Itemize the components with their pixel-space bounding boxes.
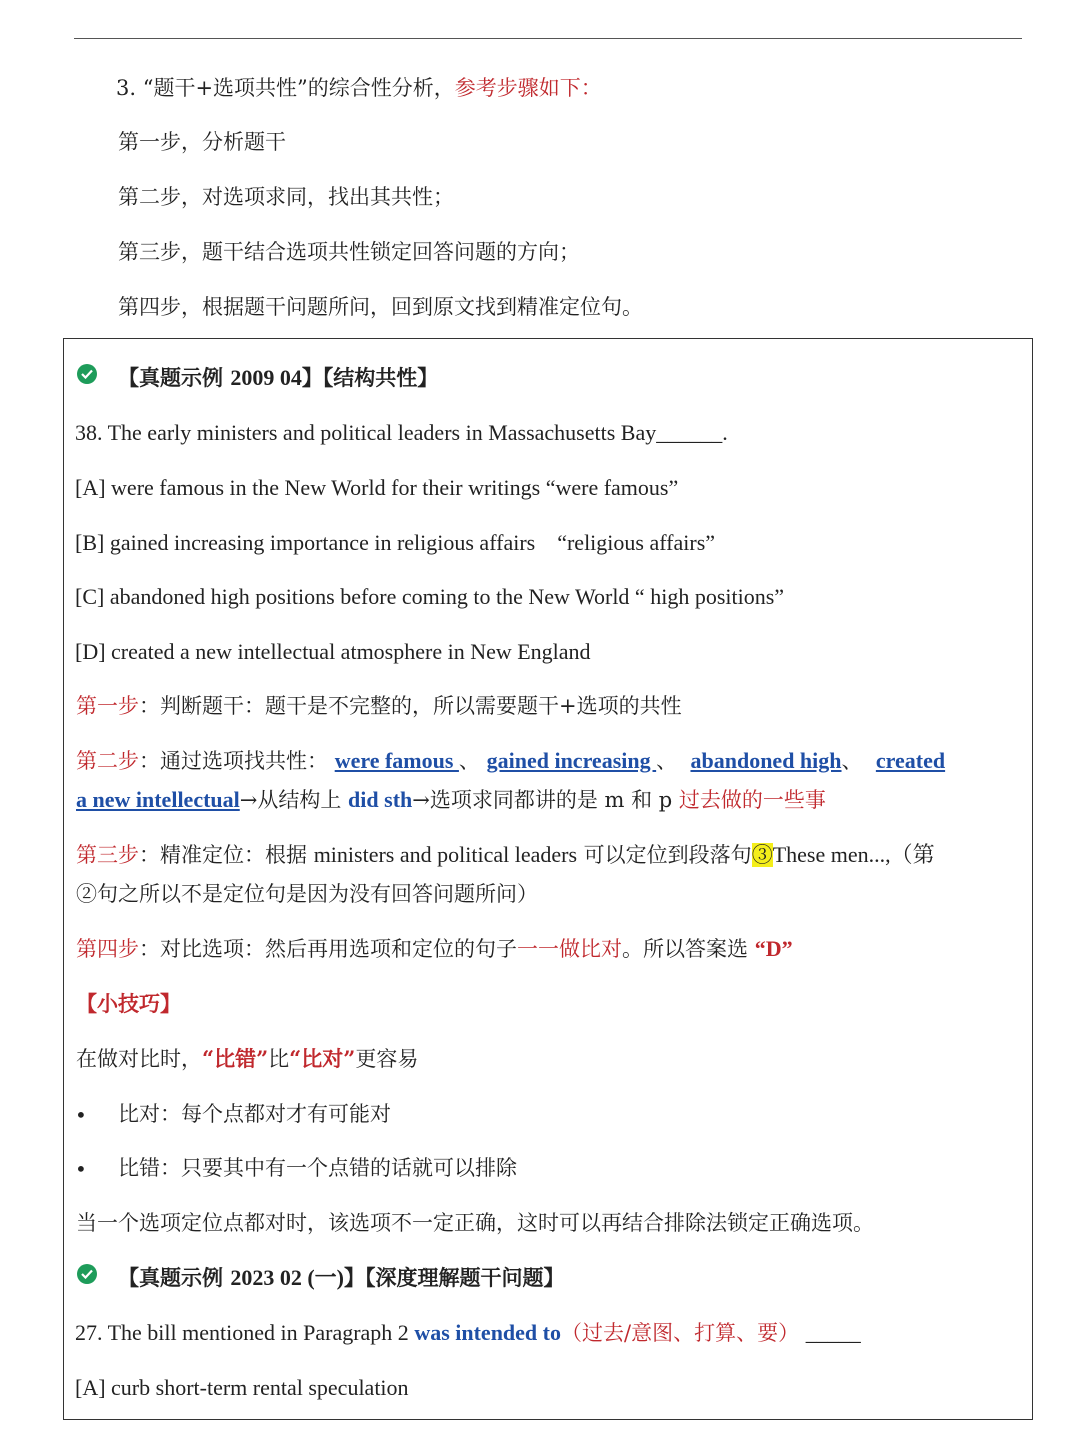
analysis-step-1	[76, 692, 682, 720]
step3-label: 第三步	[76, 843, 139, 867]
bullet-icon: •	[75, 1103, 87, 1127]
step3-keyword: ministers and political leaders	[313, 842, 577, 867]
example2-header-a: 【真题示例	[118, 1265, 231, 1290]
keyword-created: created	[875, 748, 946, 773]
keyword-were-famous: were famous	[334, 748, 459, 773]
keyword-new-intellectual: a new intellectual	[76, 787, 240, 812]
step1-text: ：判断题干：题干是不完整的，所以需要题干+选项的共性	[139, 694, 682, 718]
tip-text-e: 更容易	[355, 1047, 419, 1071]
keyword-abandoned-high: abandoned high	[690, 748, 842, 773]
example2-year: 2023 02 (一)	[230, 1265, 344, 1290]
intro-step-3: 第三步，题干结合选项共性锁定回答问题的方向；	[118, 240, 580, 264]
sep: 、	[458, 749, 480, 773]
q27-note: （过去/意图、打算、要）	[561, 1321, 800, 1345]
tip-title: 【小技巧】	[76, 991, 181, 1016]
sep: 、	[656, 749, 678, 773]
section-title	[116, 74, 602, 102]
q27-text: 27. The bill mentioned in Paragraph 2	[75, 1320, 415, 1345]
example1-header-a: 【真题示例	[118, 365, 231, 390]
intro-step-2: 第二步，对选项求同，找出其共性；	[118, 185, 454, 209]
q27-blank: _____	[805, 1320, 861, 1345]
intro-step-1: 第一步，分析题干	[118, 130, 286, 154]
tip-bullet-2: 比错：只要其中有一个点错的话就可以排除	[118, 1156, 517, 1180]
step2-label: 第二步	[76, 749, 139, 773]
tip-text-a: 在做对比时，	[76, 1047, 202, 1071]
example1-year: 2009 04	[230, 365, 302, 390]
analysis-step-4	[76, 935, 793, 963]
q27-keyword: was intended to	[414, 1320, 561, 1345]
question-38: 38. The early ministers and political leaders in Massachusetts Bay______.	[75, 420, 728, 445]
example1-header-b: 】【结构共性】	[301, 365, 439, 390]
analysis-step-2	[76, 747, 945, 775]
analysis-step-3	[76, 841, 935, 869]
bullet-icon: •	[75, 1157, 87, 1181]
step3-text-a: ：精准定位：根据	[139, 843, 314, 867]
option-d: [D] created a new intellectual atmosphere in New England	[75, 639, 591, 664]
step4-label: 第四步	[76, 937, 139, 961]
section-title-red: 参考步骤如下：	[454, 76, 602, 100]
answer: “D”	[754, 936, 793, 961]
step2-text: ：通过选项找共性：	[139, 749, 328, 773]
tip-note: 当一个选项定位点都对时，该选项不一定正确，这时可以再结合排除法锁定正确选项。	[76, 1211, 874, 1235]
tip-compare-wrong: “比错”	[202, 1046, 269, 1071]
tip-bullet-1: 比对：每个点都对才有可能对	[118, 1102, 391, 1126]
option-c: [C] abandoned high positions before coming to the New World “ high positions”	[75, 584, 785, 609]
example1-header	[118, 364, 438, 392]
keyword-gained-increasing: gained increasing	[486, 748, 657, 773]
analysis-step-3-cont: ②句之所以不是定位句是因为没有回答问题所问）	[76, 882, 538, 906]
keyword-did-sth: did sth	[348, 787, 413, 812]
tip-compare-right: “比对”	[289, 1046, 356, 1071]
step2-summary: →选项求同都讲的是 m 和 p	[412, 788, 679, 812]
check-icon	[77, 364, 97, 384]
intro-step-4: 第四步，根据题干问题所问，回到原文找到精准定位句。	[118, 295, 643, 319]
example2-header-b: 】【深度理解题干问题】	[343, 1265, 565, 1290]
step1-label: 第一步	[76, 694, 139, 718]
top-divider	[74, 38, 1022, 39]
highlighted-sentence-number: ③	[751, 843, 773, 867]
analysis-step-2-cont	[76, 786, 826, 814]
example2-header	[118, 1264, 564, 1292]
step2-conclusion: 过去做的一些事	[678, 788, 826, 812]
tip-text-c: 比	[268, 1047, 290, 1071]
step3-text-b: 可以定位到段落句	[577, 843, 752, 867]
step4-text-b: 。所以答案选	[622, 937, 755, 961]
step4-text-a: ：对比选项：然后再用选项和定位的句子	[139, 937, 517, 961]
step3-text-c: These men...,（第	[772, 842, 935, 867]
question-27	[75, 1319, 861, 1347]
tip-line-1	[76, 1045, 418, 1073]
check-icon	[77, 1264, 97, 1284]
option-b: [B] gained increasing importance in religious affairs “religious affairs”	[75, 530, 716, 555]
option-a: [A] were famous in the New World for their writings “were famous”	[75, 475, 679, 500]
sep: 、	[841, 749, 863, 773]
step2-structure: →从结构上	[239, 788, 349, 812]
section-title-text: 3. “题干+选项共性”的综合性分析，	[116, 76, 455, 100]
step4-red: 一一做比对	[517, 937, 622, 961]
option-a-2023: [A] curb short-term rental speculation	[75, 1375, 409, 1400]
